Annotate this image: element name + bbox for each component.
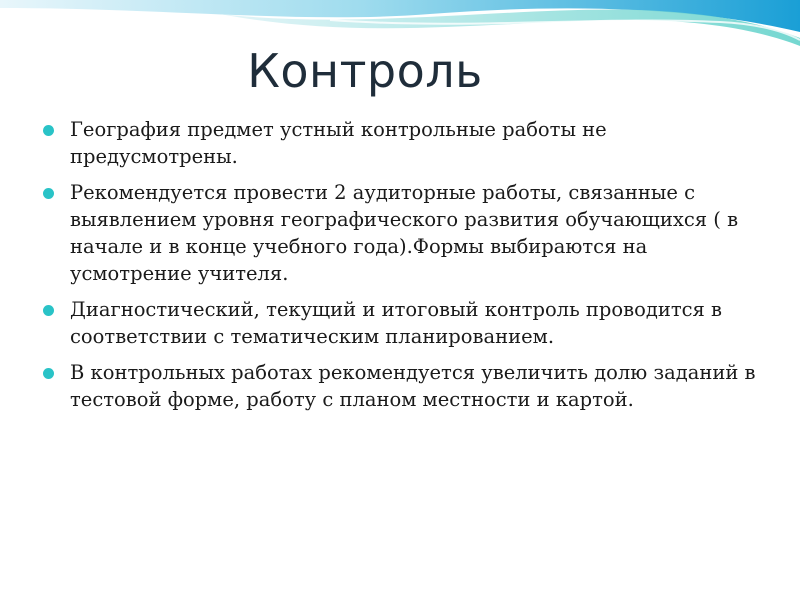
slide-title: Контроль: [247, 44, 483, 98]
bullet-text: Рекомендуется провести 2 аудиторные работы, связанные с выявлением уровня географического развития обучающихся ( в начале и в конце учебного года).Формы выбираются на усмотрение учителя.: [70, 181, 739, 285]
bullet-dot-icon: [43, 188, 54, 199]
bullet-text: В контрольных работах рекомендуется увеличить долю заданий в тестовой форме, работу с планом местности и картой.: [70, 361, 756, 411]
bullet-dot-icon: [43, 368, 54, 379]
bullet-item: [40, 296, 760, 350]
bullet-text: Диагностический, текущий и итоговый контроль проводится в соответствии с тематическим планированием.: [70, 298, 723, 348]
bullet-dot-icon: [43, 125, 54, 136]
bullet-dot-icon: [43, 305, 54, 316]
bullet-list: [40, 116, 760, 422]
bullet-text: География предмет устный контрольные работы не предусмотрены.: [70, 118, 607, 168]
bullet-item: [40, 116, 760, 170]
bullet-item: [40, 359, 760, 413]
bullet-item: [40, 179, 760, 287]
